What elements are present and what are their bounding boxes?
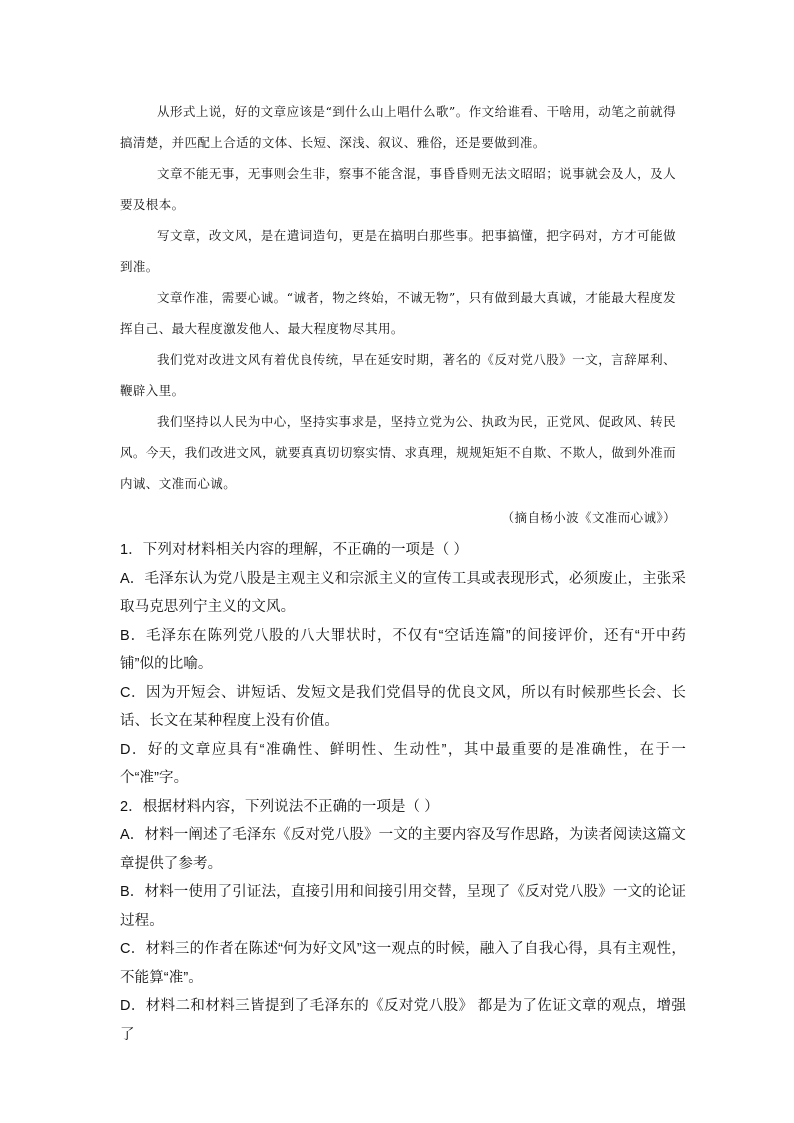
option-d: D．好的文章应具有“准确性、鲜明性、生动性”，其中最重要的是准确性，在于一个“准”字。 [120, 741, 686, 786]
option-a: A．材料一阐述了毛泽东《反对党八股》一文的主要内容及写作思路，为读者阅读这篇文章提供了参考。 [120, 827, 686, 872]
passage-paragraph: 文章作准，需要心诚。“诚者，物之终始，不诚无物”，只有做到最大真诚，才能最大程度发挥自己、最大程度激发他人、最大程度物尽其用。 [120, 290, 676, 336]
question-1 [120, 536, 686, 793]
option-c: C．材料三的作者在陈述“何为好文风”这一观点的时候，融入了自我心得，具有主观性，不能算“准”。 [120, 941, 686, 986]
option-b: B．材料一使用了引证法，直接引用和间接引用交替，呈现了《反对党八股》一文的论证过程。 [120, 884, 686, 929]
option-d: D．材料二和材料三皆提到了毛泽东的《反对党八股》 都是为了佐证文章的观点，增强了 [120, 998, 686, 1043]
option-a: A．毛泽东认为党八股是主观主义和宗派主义的宣传工具或表现形式，必须废止，主张采取马克思列宁主义的文风。 [120, 570, 686, 615]
passage-paragraph: 从形式上说，好的文章应该是“到什么山上唱什么歌”。作文给谁看、干啥用，动笔之前就得搞清楚，并匹配上合适的文体、长短、深浅、叙议、雅俗，还是要做到准。 [120, 104, 676, 150]
reading-passage [120, 96, 676, 499]
option-b: B．毛泽东在陈列党八股的八大罪状时，不仅有“空话连篇”的间接评价，还有“开中药铺”似的比喻。 [120, 627, 686, 672]
question-stem: 2．根据材料内容，下列说法不正确的一项是（ ） [120, 798, 439, 815]
passage-paragraph: 文章不能无事，无事则会生非，察事不能含混，事昏昏则无法文昭昭；说事就会及人，及人要及根本。 [120, 166, 676, 212]
question-list [120, 536, 686, 1049]
passage-source: （摘自杨小波《文准而心诚》） [501, 510, 676, 525]
question-stem: 1．下列对材料相关内容的理解，不正确的一项是（ ） [120, 542, 469, 558]
option-c: C．因为开短会、讲短话、发短文是我们党倡导的优良文风，所以有时候那些长会、长话、长文在某种程度上没有价值。 [120, 684, 686, 729]
passage-paragraph: 写文章，改文风，是在遣词造句，更是在搞明白那些事。把事搞懂，把字码对，方才可能做到准。 [120, 228, 676, 274]
question-2 [120, 793, 686, 1050]
passage-paragraph: 我们坚持以人民为中心，坚持实事求是，坚持立党为公、执政为民，正党风、促政风、转民风。今天，我们改进文风，就要真真切切察实情、求真理，规规矩矩不自欺、不欺人，做到外准而内诚、文准而心诚。 [120, 414, 676, 491]
passage-paragraph: 我们党对改进文风有着优良传统，早在延安时期，著名的《反对党八股》一文，言辞犀利、鞭辟入里。 [120, 352, 676, 398]
